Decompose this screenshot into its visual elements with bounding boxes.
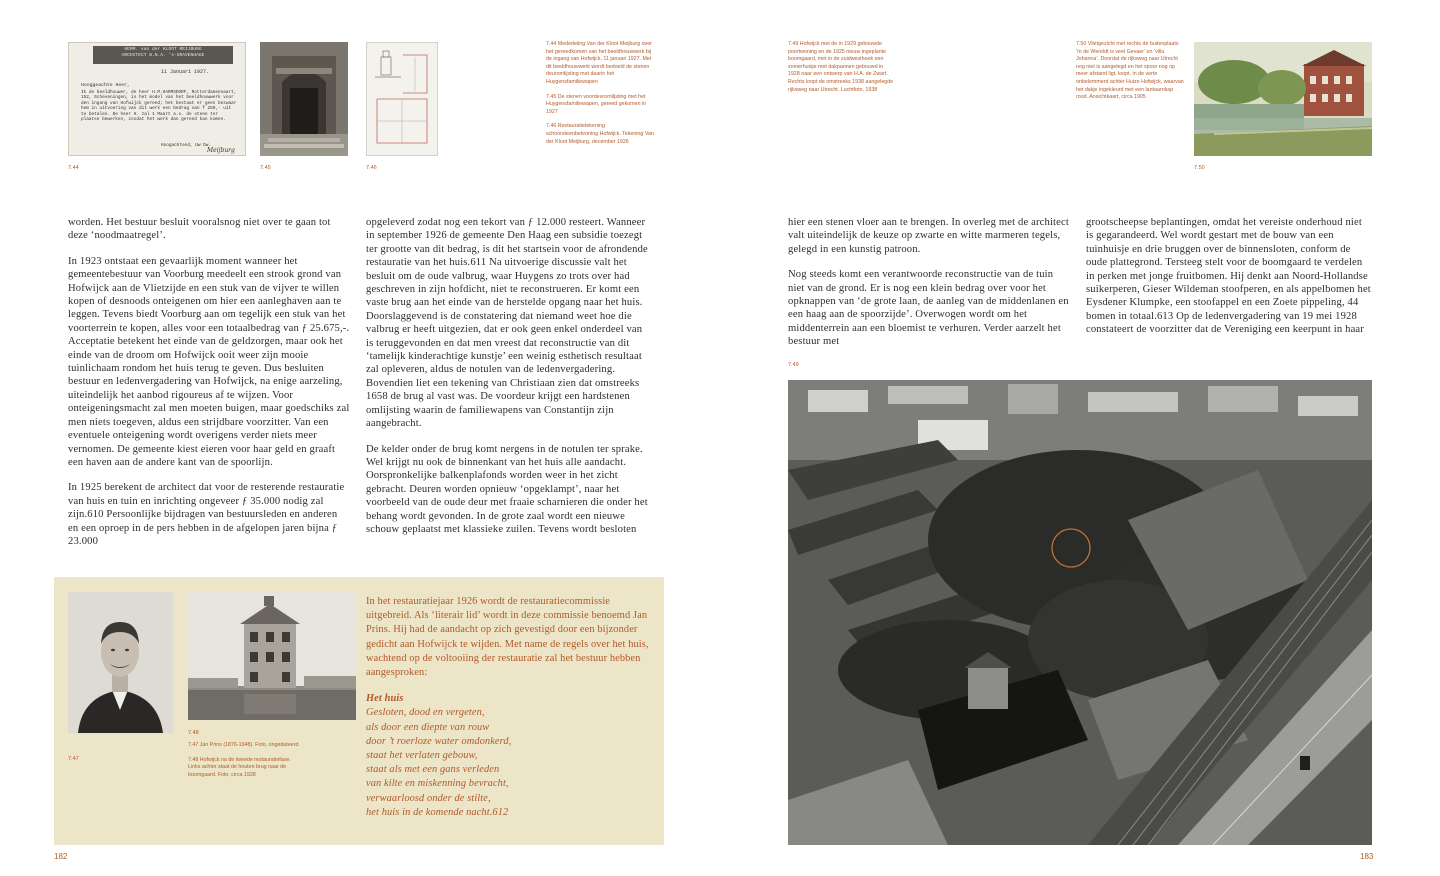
letter-signature: Meijburg [207, 147, 235, 154]
paragraph: In 1923 ontstaat een gevaarlijk moment wanneer het gemeentebestuur van Voorburg meedeelt een strook grond van Hofwijck aan de Vlietzijde en een stuk van de vijver te willen kopen of desnoods onteigenen om hier een aanleghaven aan te leggen. Tevens biedt Voorburg aan om tegelijk een stuk van het voorterrein te kopen, alles voor een totaalbedrag van ƒ 25.675,-. Acceptatie betekent het einde van de geldzorgen, maar ook het einde van de droom om Hofwijck ooit weer zijn mooie tuinlichaam rondom het huis terug te geven. Dus besluiten bestuur en ledenvergadering van Hofwijck, na enige aarzeling, uiteindelijk het aanbod rigoureus af te wijzen. Voor onteigeningsmacht zal men moeten buigen, maar goedschiks zal men niets toegeven, aldus een strijdbare voorzitter. Van een eventuele onteigening wordt overigens verder niets meer vernomen. De gemeente kiest eieren voor haar geld en graaft een haven aan de andere kant van de spoorlijn. [68, 255, 350, 468]
poem-line: verwaarloosd onder de stilte, [366, 792, 491, 804]
letter-header-line2: ARCHITECT B.N.A. 's-GRAVENHAGE [121, 52, 205, 58]
figure-number-7-50: 7.50 [1194, 165, 1205, 171]
figure-number-7-49: 7.49 [788, 362, 799, 368]
portrait-illustration [68, 592, 173, 733]
paragraph: Nog steeds komt een verantwoorde reconstructie van de tuin niet van de grond. Er is nog een klein bedrag over voor het opknappen van ‘de grote laan, de aanleg van de middenlanen en een haag aan de spoorzijde’. Overwogen wordt om het middenterrein aan een bloemist te verhuren. Verder aarzelt het bestuur met [788, 269, 1069, 348]
postcard-illustration [1194, 42, 1372, 156]
poem-line: Gesloten, dood en vergeten, [366, 707, 485, 719]
aerial-illustration [788, 380, 1372, 845]
poem-line: staat als met een gans verleden [366, 764, 500, 776]
caption-7-49-text: 7.49 Hofwijck met de in 1929 gebouwde poortwoning en de 1925 nieuw ingeplante boomgaard, met in de zuidwesthoek een zomerhuisje met dakpannen gebouwd in 1928 naar een ontwerp van H.A. de Zwart. Rechts loopt de omstreeks 1938 aangelegde rijksweg naar Utrecht. Luchtfoto, 1938 [788, 41, 894, 93]
poem-line: het huis in de komende nacht.612 [366, 806, 509, 818]
poem-line: als door een diepte van rouw [366, 721, 490, 733]
figure-7-48-house-photo [188, 592, 356, 720]
paragraph: opgeleverd zodat nog een tekort van ƒ 12.000 resteert. Wanneer in september 1926 de gemeente Den Haag een subsidie toezegt ter grootte van dit bedrag, is dit het startsein voor de afrondende restauratie van het huis.611 Na uitvoerige discussie valt het besluit om de oude valbrug, waar Huygens zo trots over had geschreven in zijn hofdicht, niet te reconstrueren. Er komt een vaste brug aan het einde van de herstelde opgang naar het huis. Doorslaggevend is de constatering dat niemand weet hoe die valbrug er heeft uitgezien, dat er ook geen enkel onderdeel van is teruggevonden en dat men vreest dat reconstructie van dit ‘tamelijk kinderachtige kunstje’ een weinig esthetisch resultaat zal opleveren, aldus de notulen van de ledenvergadering. Bovendien liet een tekening van Christiaan zien dat omstreeks 1658 de brug al vast was. De voordeur krijgt een hardstenen omlijsting waarin de familiewapens van Constantijn zijn aangebracht. [366, 217, 648, 430]
letter-header [93, 46, 233, 64]
caption-7-50 [1076, 41, 1184, 109]
figure-7-47-portrait [68, 592, 173, 733]
figure-7-45-doorway-photo [260, 42, 348, 156]
figure-number-7-48: 7.48 [188, 730, 199, 736]
paragraph: In 1925 berekent de architect dat voor de resterende restauratie van huis en tuin en inrichting ongeveer ƒ 35.000 nodig zal zijn.610 Persoonlijke bijdragen van bestuursleden en anderen en een oproep in de pers hebben in de afgelopen jaren bijna ƒ 23.000 [68, 482, 345, 547]
paragraph: worden. Het bestuur besluit vooralsnog niet over te gaan tot deze ‘noodmaatregel’. [68, 217, 331, 242]
caption-7-46: 7.46 Restauratietekening schoorsteenbekroning Hofwijck. Tekening Van der Kloot Meijburg, december 1926 [546, 123, 654, 145]
poem-line: van kilte en miskenning bevracht, [366, 778, 509, 790]
left-body-column-1 [68, 216, 350, 560]
poem-heading: Het huis [366, 693, 404, 705]
sidebar-captions [188, 742, 300, 786]
letter-date: 11 Januari 1927. [161, 69, 210, 75]
figure-7-46-drawing [366, 42, 438, 156]
chimney-drawing-illustration [367, 43, 437, 155]
caption-7-48: 7.48 Hofwijck na de tweede restauratiefase. Links achter staat de houten brug naar de boomgaard. Foto, circa 1928 [188, 756, 291, 778]
right-page [720, 0, 1440, 876]
sidebar-text [366, 595, 656, 820]
letter-body: Ik de beeldhouwer, de heer H.M.HARMSDORF, Rotterdamsevaart, 152, Scheveningen, is het model van het beeldhouwwerk voor den ingang van Hofwijck gereed; het bestaat er geen bezwaar hem in uitvoering van dit werk een bedrag van f 250,- uit te betalen. De heer H. zal 1 Maart a.s. de steen ter plaatse bewerken, zoodat het werk dan gereed kan komen. [81, 90, 237, 123]
caption-7-47: 7.47 Jan Prins (1876-1948). Foto, ongedateerd [188, 742, 299, 748]
figure-7-49-aerial-photo [788, 380, 1372, 845]
house-illustration [188, 592, 356, 720]
letter-header-line1: HERM. van der KLOOT MEIJBURG [124, 47, 202, 52]
figure-number-7-47: 7.47 [68, 756, 79, 762]
letter-salutation: Hooggeachte Heer, [81, 83, 130, 88]
page-number-left: 182 [54, 852, 68, 861]
caption-7-50-text: 7.50 Vlietgezicht met rechts de buitenplaats ‘In de Wereldt is veel Gevaer’ en ‘villa Johanna’. Doordat de rijksweg naar Utrecht nog niet is aangelegd en het spoor nog op meer afstand ligt, loopt, in de verte onbelemmerd achter Huize Hofwijck, waarvan het dakje ingekleurd met een lantaarnkap rood. Ansichtkaart, circa 1905 [1076, 41, 1184, 101]
letter-closing: Hoogachtend, Uw Dw. [161, 143, 212, 148]
figure-7-50-postcard [1194, 42, 1372, 156]
figure-number-7-46: 7.46 [366, 165, 377, 171]
doorway-illustration [260, 42, 348, 156]
poem-line: staat het verlaten gebouw, [366, 750, 478, 762]
figure-number-7-44: 7.44 [68, 165, 79, 171]
paragraph: De kelder onder de brug komt nergens in de notulen ter sprake. Wel krijgt nu ook de binnenkant van het huis alle aandacht. Oorspronkelijke balkenplafonds worden weer in het zicht gebracht. Deuren worden opnieuw ‘opgeklampt’, naar het voorbeeld van de oude deur met fraaie scharnieren die onder het behang wordt gevonden. In de grote zaal wordt een nieuwe schouw geplaatst met klassieke zuilen. Tevens wordt besloten [366, 443, 648, 535]
left-body-column-2 [366, 216, 648, 548]
right-body-column-1 [788, 216, 1070, 361]
paragraph: grootscheepse beplantingen, omdat het vereiste onderhoud niet is gegarandeerd. Wel wordt gestart met de bouw van een tuinhuisje en drie bruggen over de binnensloten, conform de oude plattegrond. Tersteeg stelt voor de boomgaard te verdelen in perken met jonge fruitbomen. Hij denkt aan Noord-Hollandse suikerperen, Gieser Wildeman stoofperen, en als appelbomen het Eysdener Klumpke, een stoofappel en een Zoete pippeling, 44 bomen in totaal.613 Op de ledenvergadering van 19 mei 1928 constateert de voorzitter dat de Vereniging een keerpunt in haar [1086, 217, 1371, 336]
caption-7-49 [788, 41, 896, 101]
paragraph: hier een stenen vloer aan te brengen. In overleg met de architect valt uiteindelijk de keuze op zwarte en witte marmeren tegels, gelegd in een kunstig patroon. [788, 217, 1069, 255]
caption-7-44: 7.44 Mededeling Van der Kloot Meijburg over het gereedkomen van het beeldhouwwerk bij de ingang van Hofwijck, 11 januari 1927. Met dit beeldhouwwerk wordt bedoeld de stenen deuromlijsting met daarin het Huygensfamiliewapen [546, 41, 652, 85]
right-body-column-2 [1086, 216, 1372, 349]
page-number-right: 183 [1360, 852, 1374, 861]
sidebar-intro: In het restauratiejaar 1926 wordt de restauratiecommissie uitgebreid. Als ‘literair lid’ wordt in deze commissie benoemd Jan Prins. Hij had de aandacht op zich gevestigd door een bijzonder gedicht aan Hofwijck te wijden. Met name de regels over het huis, wachtend op de voltooiing der restauratie zal het bestuur hebben aangesproken: [366, 596, 649, 679]
captions-7-44-to-7-46 [546, 41, 654, 153]
poem-line: door ’t roerloze water omdonkerd, [366, 735, 512, 747]
figure-7-44-letter [68, 42, 246, 156]
figure-number-7-45: 7.45 [260, 165, 271, 171]
caption-7-45: 7.45 De stenen voordeuromlijsting met het Huygensfamiliewapen, gereed gekomen in 1927 [546, 93, 647, 115]
